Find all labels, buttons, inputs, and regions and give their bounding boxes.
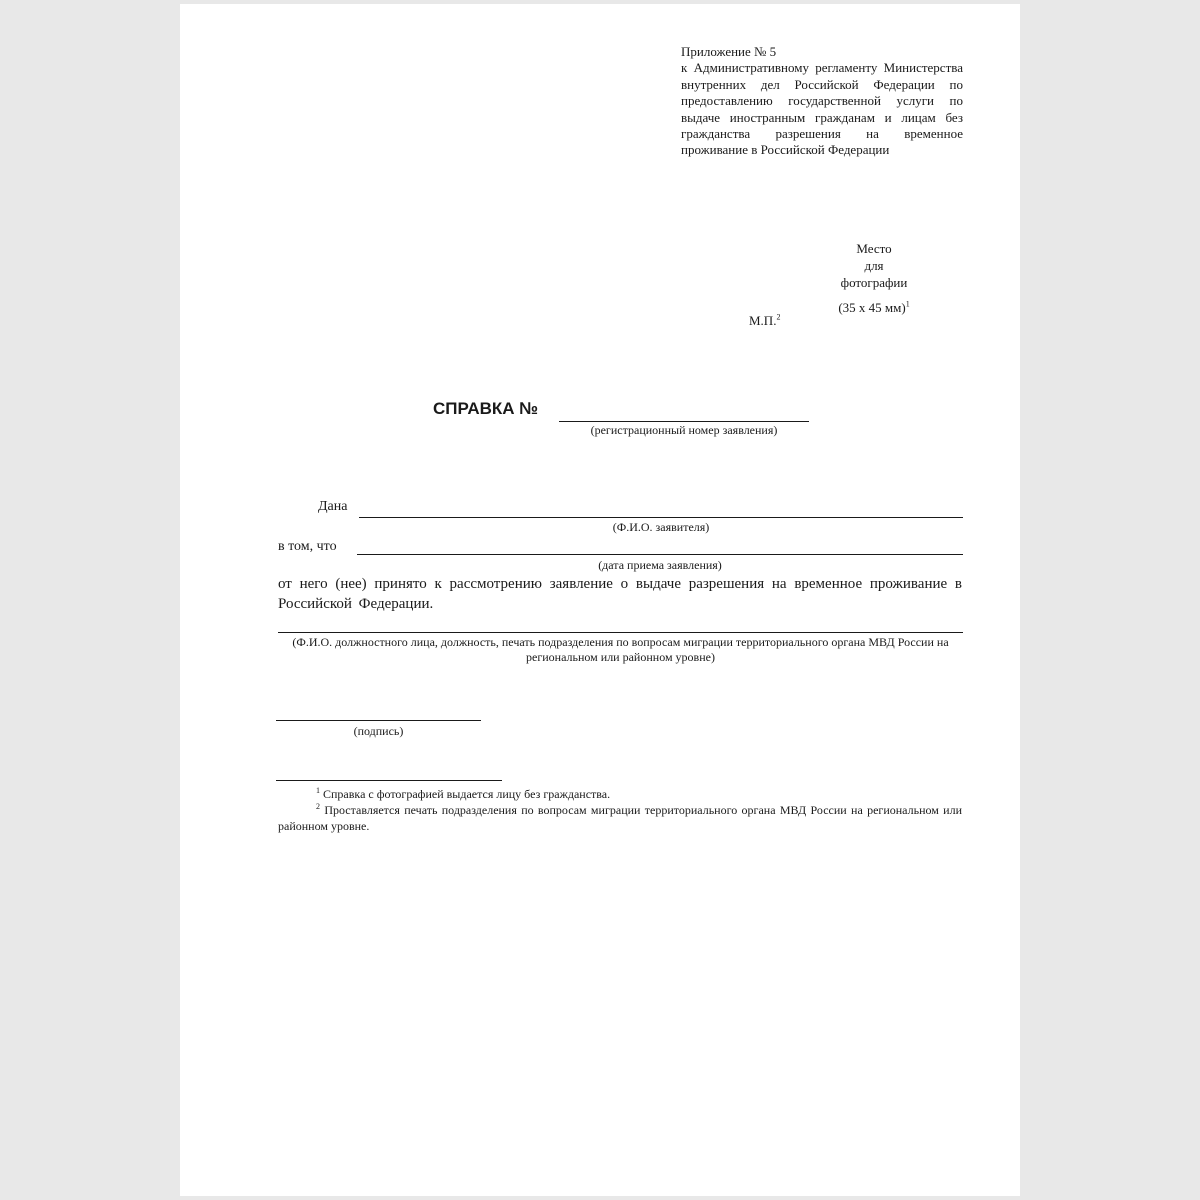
footnote-2: [278, 802, 962, 834]
footnote-1: [278, 786, 962, 802]
footnote-separator: [276, 780, 502, 781]
footnote-1-mark: 1: [316, 786, 320, 795]
photo-placeholder: [826, 240, 922, 316]
footnote-2-text: Проставляется печать подразделения по вопросам миграции территориального органа МВД России на региональном или районном уровне.: [278, 803, 962, 833]
applicant-name-line: [359, 517, 963, 518]
official-caption: (Ф.И.О. должностного лица, должность, печать подразделения по вопросам миграции территориального органа МВД России на региональном или районном уровне): [292, 635, 949, 664]
stamp-footnote-mark: 2: [776, 312, 781, 322]
stamp-label: М.П.: [749, 313, 777, 328]
photo-footnote-mark: 1: [905, 299, 910, 309]
body-paragraph: от него (нее) принято к рассмотрению заявление о выдаче разрешения на временное проживание в Российской Федерации.: [278, 576, 962, 612]
photo-line-2: для: [864, 258, 884, 273]
photo-size: [826, 299, 922, 316]
stamp-place: [749, 313, 780, 329]
appendix-body: к Административному регламенту Министерства внутренних дел Российской Федерации по предоставлению государственной услуги по выдаче иностранным гражданам и лицам без гражданства разрешения на временное проживание в Российской Федерации: [681, 60, 963, 158]
application-date-line: [357, 554, 963, 555]
application-date-caption: (дата приема заявления): [598, 558, 722, 572]
signature-caption: (подпись): [353, 724, 404, 738]
photo-size-text: (35 х 45 мм): [838, 300, 906, 315]
footnote-2-mark: 2: [316, 802, 320, 811]
footnote-1-text: Справка с фотографией выдается лицу без гражданства.: [323, 787, 611, 801]
signature-line: [276, 720, 481, 721]
date-label: в том, что: [278, 539, 337, 554]
issued-label: Дана: [318, 499, 348, 514]
photo-line-3: фотографии: [840, 275, 908, 290]
certificate-title: СПРАВКА №: [433, 399, 539, 418]
certificate-number-caption: (регистрационный номер заявления): [590, 423, 778, 437]
official-line: [278, 632, 963, 633]
appendix-header: [681, 44, 963, 159]
photo-line-1: Место: [856, 241, 892, 256]
appendix-title: Приложение № 5: [681, 44, 777, 59]
footnotes: [278, 786, 962, 834]
certificate-number-line: [559, 421, 809, 422]
applicant-name-caption: (Ф.И.О. заявителя): [612, 520, 710, 534]
